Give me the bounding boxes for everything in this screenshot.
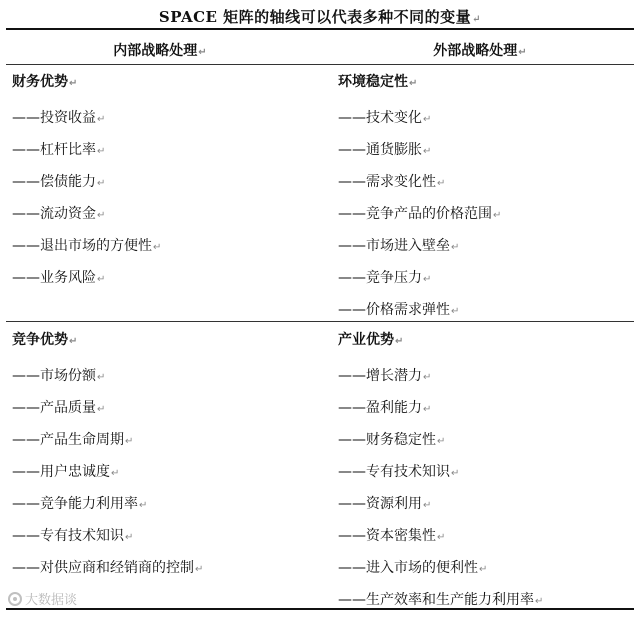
- list-item: ——生产效率和生产能力利用率↵: [338, 592, 544, 608]
- list-item: ——市场进入壁垒↵: [338, 238, 460, 254]
- section-competitive: [12, 330, 322, 584]
- section-title: 环境稳定性↵: [338, 74, 418, 90]
- list-item: ——盈利能力↵: [338, 400, 432, 416]
- section-title: 财务优势↵: [12, 74, 78, 90]
- list-item: ——财务稳定性↵: [338, 432, 446, 448]
- list-item: ——进入市场的便利性↵: [338, 560, 488, 576]
- list-item: ——业务风险↵: [12, 270, 106, 286]
- table-title: SPACE 矩阵的轴线可以代表多种不同的变量↵: [158, 8, 482, 26]
- list-item: ——对供应商和经销商的控制↵: [12, 560, 204, 576]
- watermark-text: 大数据谈: [25, 593, 78, 608]
- section-title: 竞争优势↵: [12, 332, 78, 348]
- section-environment: [338, 72, 640, 326]
- list-item: ——流动资金↵: [12, 206, 106, 222]
- list-item: ——产品质量↵: [12, 400, 106, 416]
- list-item: ——通货膨胀↵: [338, 142, 432, 158]
- middle-rule: [6, 321, 634, 322]
- list-item: ——竞争产品的价格范围↵: [338, 206, 502, 222]
- section-financial: [12, 72, 322, 294]
- list-item: ——竞争能力利用率↵: [12, 496, 148, 512]
- list-item: ——偿债能力↵: [12, 174, 106, 190]
- bottom-rule: [6, 608, 634, 610]
- weibo-icon: [8, 592, 22, 606]
- list-item: ——产品生命周期↵: [12, 432, 134, 448]
- list-item: ——增长潜力↵: [338, 368, 432, 384]
- list-item: ——资本密集性↵: [338, 528, 446, 544]
- list-item: ——专有技术知识↵: [338, 464, 460, 480]
- list-item: ——退出市场的方便性↵: [12, 238, 162, 254]
- section-title: 产业优势↵: [338, 332, 404, 348]
- list-item: ——杠杆比率↵: [12, 142, 106, 158]
- watermark: [8, 589, 77, 608]
- list-item: ——价格需求弹性↵: [338, 302, 460, 318]
- header-rule: [6, 64, 634, 65]
- list-item: ——专有技术知识↵: [12, 528, 134, 544]
- list-item: ——用户忠诚度↵: [12, 464, 120, 480]
- column-header-internal: 内部战略处理↵: [113, 43, 207, 59]
- list-item: ——投资收益↵: [12, 110, 106, 126]
- list-item: ——资源利用↵: [338, 496, 432, 512]
- list-item: ——市场份额↵: [12, 368, 106, 384]
- column-header-external: 外部战略处理↵: [433, 43, 527, 59]
- list-item: ——技术变化↵: [338, 110, 432, 126]
- section-industry: [338, 330, 640, 616]
- list-item: ——竞争压力↵: [338, 270, 432, 286]
- top-rule: [6, 28, 634, 30]
- list-item: ——需求变化性↵: [338, 174, 446, 190]
